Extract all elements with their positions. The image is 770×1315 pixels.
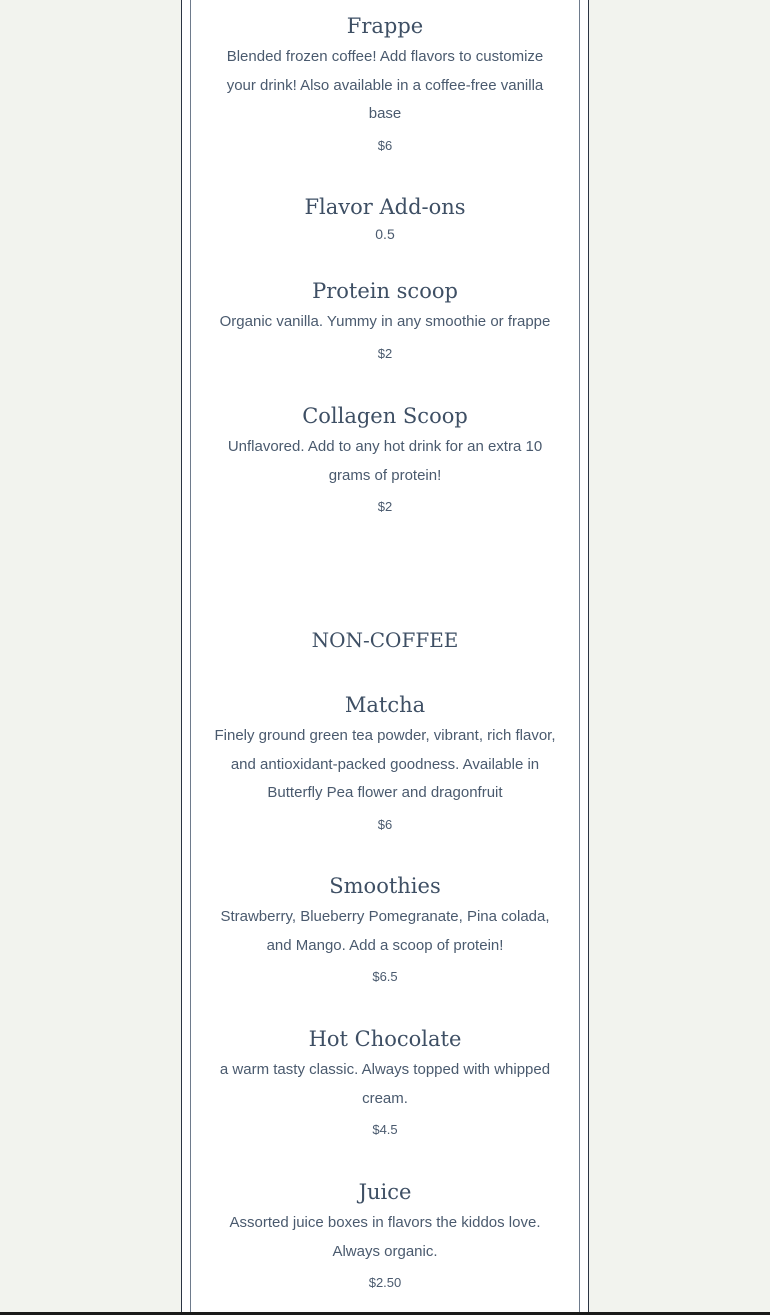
item-name: Hot Chocolate	[308, 1027, 462, 1051]
item-name: Smoothies	[329, 874, 441, 898]
item-price: $6	[377, 816, 393, 832]
menu-item-hot-chocolate	[205, 1025, 565, 1139]
item-price: $4.5	[372, 1122, 398, 1137]
section-title-non-coffee: NON-COFFEE	[311, 628, 459, 652]
menu-item-flavor-add-ons	[205, 193, 565, 243]
menu-item-matcha	[205, 691, 565, 834]
menu-item-collagen-scoop	[205, 402, 565, 516]
item-name: Collagen Scoop	[302, 404, 468, 428]
item-name: Matcha	[344, 693, 426, 717]
item-price: $6	[377, 137, 393, 153]
item-description: Finely ground green tea powder, vibrant, rich flavor, and antioxidant-packed goodness. Available in Butterfly Pea flower and dragonfruit	[214, 727, 556, 801]
item-name: Juice	[358, 1180, 412, 1204]
menu-item-protein-scoop	[205, 277, 565, 363]
item-description: Strawberry, Blueberry Pomegranate, Pina colada, and Mango. Add a scoop of protein!	[220, 908, 550, 954]
item-name: Flavor Add-ons	[304, 195, 466, 219]
item-description: Blended frozen coffee! Add flavors to customize your drink! Also available in a coffee-free vanilla base	[226, 48, 544, 122]
item-price: $2	[377, 345, 393, 361]
item-name: Protein scoop	[312, 279, 458, 303]
item-price: 0.5	[375, 226, 395, 242]
item-description: a warm tasty classic. Always topped with whipped cream.	[219, 1061, 551, 1107]
menu-item-smoothies	[205, 872, 565, 986]
item-name: Frappe	[346, 14, 424, 38]
item-description: Organic vanilla. Yummy in any smoothie or frappe	[219, 313, 551, 330]
item-description: Unflavored. Add to any hot drink for an extra 10 grams of protein!	[227, 438, 543, 484]
menu-item-frappe	[205, 12, 565, 155]
item-price: $2.50	[368, 1275, 402, 1290]
menu-item-juice	[205, 1178, 565, 1292]
item-description: Assorted juice boxes in flavors the kiddos love. Always organic.	[229, 1214, 541, 1260]
item-price: $2	[377, 499, 393, 514]
item-price: $6.5	[372, 969, 398, 984]
